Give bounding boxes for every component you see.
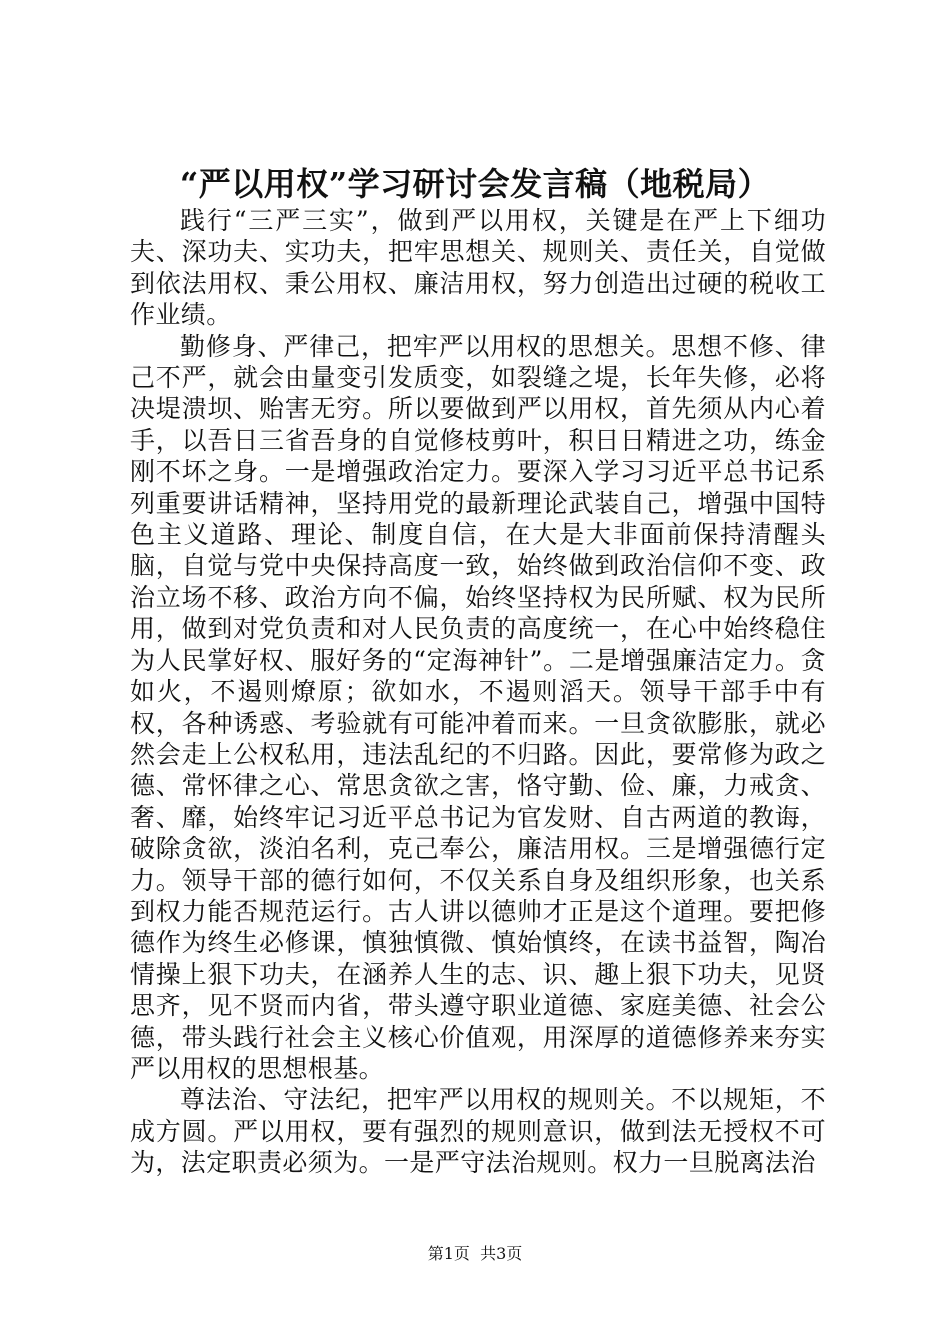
paragraph-rule-gate: 尊法治、守法纪，把牢严以用权的规则关。不以规矩，不成方圆。严以用权，要有强烈的规则意识，做到法无授权不可为，法定职责必须为。一是严守法治规则。权力一旦脱离法治 (130, 1085, 826, 1178)
paragraph-intro: 践行“三严三实”，做到严以用权，关键是在严上下细功夫、深功夫、实功夫，把牢思想关、规则关、责任关，自觉做到依法用权、秉公用权、廉洁用权，努力创造出过硬的税收工作业绩。 (130, 206, 826, 330)
document-body (130, 205, 826, 1179)
page-number: 第1页 共3页 (427, 1244, 523, 1263)
page-footer (0, 1243, 950, 1265)
document-title: “严以用权”学习研讨会发言稿（地税局） (179, 165, 771, 203)
paragraph-thought-gate: 勤修身、严律己，把牢严以用权的思想关。思想不修、律己不严，就会由量变引发质变，如裂缝之堤，长年失修，必将决堤溃坝、贻害无穷。所以要做到严以用权，首先须从内心着手，以吾日三省吾身的自觉修枝剪叶，积日日精进之功，练金刚不坏之身。一是增强政治定力。要深入学习习近平总书记系列重要讲话精神，坚持用党的最新理论武装自己，增强中国特色主义道路、理论、制度自信，在大是大非面前保持清醒头脑，自觉与党中央保持高度一致，始终做到政治信仰不变、政治立场不移、政治方向不偏，始终坚持权为民所赋、权为民所用，做到对党负责和对人民负责的高度统一，在心中始终稳住为人民掌好权、服好务的“定海神针”。二是增强廉洁定力。贪如火，不遏则燎原；欲如水，不遏则滔天。领导干部手中有权，各种诱惑、考验就有可能冲着而来。一旦贪欲膨胀，就必然会走上公权私用，违法乱纪的不归路。因此，要常修为政之德、常怀律之心、常思贪欲之害，恪守勤、俭、廉，力戒贪、奢、靡，始终牢记习近平总书记为官发财、自古两道的教诲，破除贪欲，淡泊名利，克己奉公，廉洁用权。三是增强德行定力。领导干部的德行如何，不仅关系自身及组织形象，也关系到权力能否规范运行。古人讲以德帅才正是这个道理。要把修德作为终生必修课，慎独慎微、慎始慎终，在读书益智，陶冶情操上狠下功夫，在涵养人生的志、识、趣上狠下功夫，见贤思齐，见不贤而内省，带头遵守职业道德、家庭美德、社会公德，带头践行社会主义核心价值观，用深厚的道德修养来夯实严以用权的思想根基。 (130, 331, 826, 1083)
